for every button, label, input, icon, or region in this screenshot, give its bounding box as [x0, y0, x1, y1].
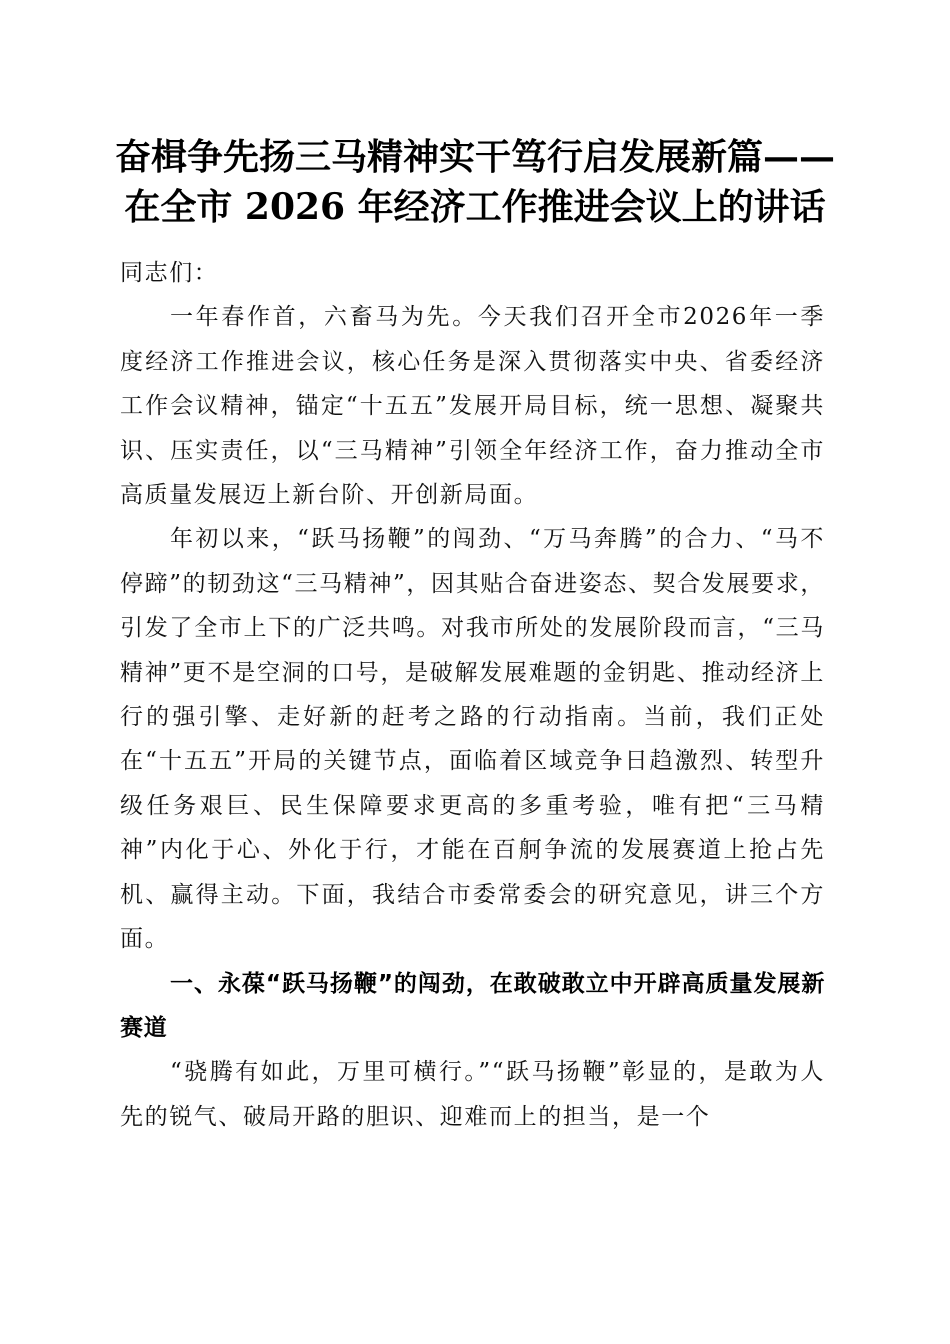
- document-body: [120, 251, 825, 1139]
- paragraph-1: 一年春作首，六畜马为先。今天我们召开全市2026年一季度经济工作推进会议，核心任务是深入贯彻落实中央、省委经济工作会议精神，锚定“十五五”发展开局目标，统一思想、凝聚共识、压实责任，以“三马精神”引领全年经济工作，奋力推动全市高质量发展迈上新台阶、开创新局面。: [120, 304, 825, 509]
- title-line-1: 奋楫争先扬三马精神实干笃行启发展新篇——: [114, 136, 835, 178]
- title-line-2: 在全市 2026 年经济工作推进会议上的讲话: [124, 186, 826, 228]
- document-title: [100, 132, 850, 232]
- salutation: 同志们：: [120, 260, 219, 286]
- paragraph-2: 年初以来，“跃马扬鞭”的闯劲、“万马奔腾”的合力、“马不停蹄”的韧劲这“三马精神”，因其贴合奋进姿态、契合发展要求，引发了全市上下的广泛共鸣。对我市所处的发展阶段而言，“三马精神”更不是空洞的口号，是破解发展难题的金钥匙、推动经济上行的强引擎、走好新的赶考之路的行动指南。当前，我们正处在“十五五”开局的关键节点，面临着区域竞争日趋激烈、转型升级任务艰巨、民生保障要求更高的多重考验，唯有把“三马精神”内化于心、外化于行，才能在百舸争流的发展赛道上抢占先机、赢得主动。下面，我结合市委常委会的研究意见，讲三个方面。: [120, 526, 825, 953]
- section-1-paragraph: “骁腾有如此，万里可横行。”“跃马扬鞭”彰显的，是敢为人先的锐气、破局开路的胆识、迎难而上的担当，是一个: [120, 1059, 825, 1130]
- section-heading-1: 一、永葆“跃马扬鞭”的闯劲，在敢破敢立中开辟高质量发展新赛道: [120, 970, 825, 1041]
